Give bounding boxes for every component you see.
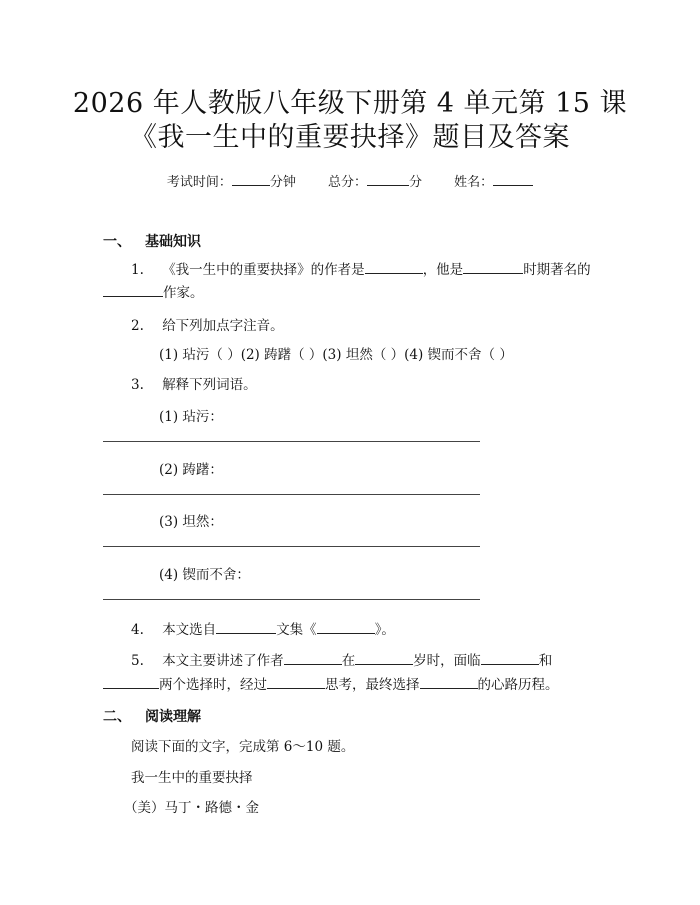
q3-item-3: (3) 坦然：	[159, 514, 223, 530]
page-title-line2: 《我一生中的重要抉择》题目及答案	[130, 122, 570, 153]
question-4: 4. 本文选自 文集《 》。	[131, 619, 395, 640]
q3-item-4: (4) 锲而不舍：	[159, 567, 250, 583]
question-1-line1: 1. 《我一生中的重要抉择》的作者是 ，他是 时期著名的	[131, 259, 591, 280]
time-blank[interactable]	[232, 171, 270, 186]
q1-blank-period[interactable]	[463, 259, 523, 274]
q5-blank-3[interactable]	[481, 650, 539, 665]
q5-blank-5[interactable]	[267, 674, 325, 689]
q5-blank-1[interactable]	[284, 650, 342, 665]
question-1-line2: 作家。	[103, 282, 204, 303]
question-2: 2. 给下列加点字注音。	[131, 318, 284, 334]
q5-blank-4[interactable]	[103, 674, 159, 689]
section-heading-basics: 一、 基础知识	[103, 234, 201, 250]
reading-passage-title: 我一生中的重要抉择	[131, 770, 253, 786]
question-3: 3. 解释下列词语。	[131, 377, 257, 393]
exam-time: 考试时间： 分钟	[167, 175, 296, 190]
page-title-line1: 2026 年人教版八年级下册第 4 单元第 15 课	[72, 88, 628, 119]
q5-blank-2[interactable]	[355, 650, 413, 665]
q4-blank-author[interactable]	[216, 619, 276, 634]
score-blank[interactable]	[367, 171, 409, 186]
question-2-options: (1) 玷污（ ）(2) 踌躇（ ）(3) 坦然（ ）(4) 锲而不舍（ ）	[159, 347, 513, 363]
name-blank[interactable]	[493, 171, 533, 186]
question-5-line2: 两个选择时，经过 思考，最终选择 的心路历程。	[103, 674, 559, 695]
exam-meta	[0, 171, 700, 190]
q1-blank-author[interactable]	[365, 259, 423, 274]
q1-blank-type[interactable]	[103, 282, 163, 297]
q3-answer-line-3[interactable]	[103, 546, 480, 547]
q3-answer-line-4[interactable]	[103, 599, 480, 600]
q3-answer-line-2[interactable]	[103, 494, 480, 495]
exam-name: 姓名：	[454, 175, 533, 190]
q5-blank-6[interactable]	[420, 674, 478, 689]
q3-item-1: (1) 玷污：	[159, 409, 223, 425]
reading-passage-author: （美）马丁・路德・金	[124, 800, 259, 816]
section-heading-reading: 二、 阅读理解	[103, 709, 201, 725]
question-5-line1: 5. 本文主要讲述了作者 在 岁时，面临 和	[131, 650, 552, 671]
reading-intro: 阅读下面的文字，完成第 6～10 题。	[131, 739, 355, 755]
q3-answer-line-1[interactable]	[103, 441, 480, 442]
exam-score: 总分： 分	[328, 175, 422, 190]
q4-blank-collection[interactable]	[317, 619, 375, 634]
q3-item-2: (2) 踌躇：	[159, 462, 223, 478]
